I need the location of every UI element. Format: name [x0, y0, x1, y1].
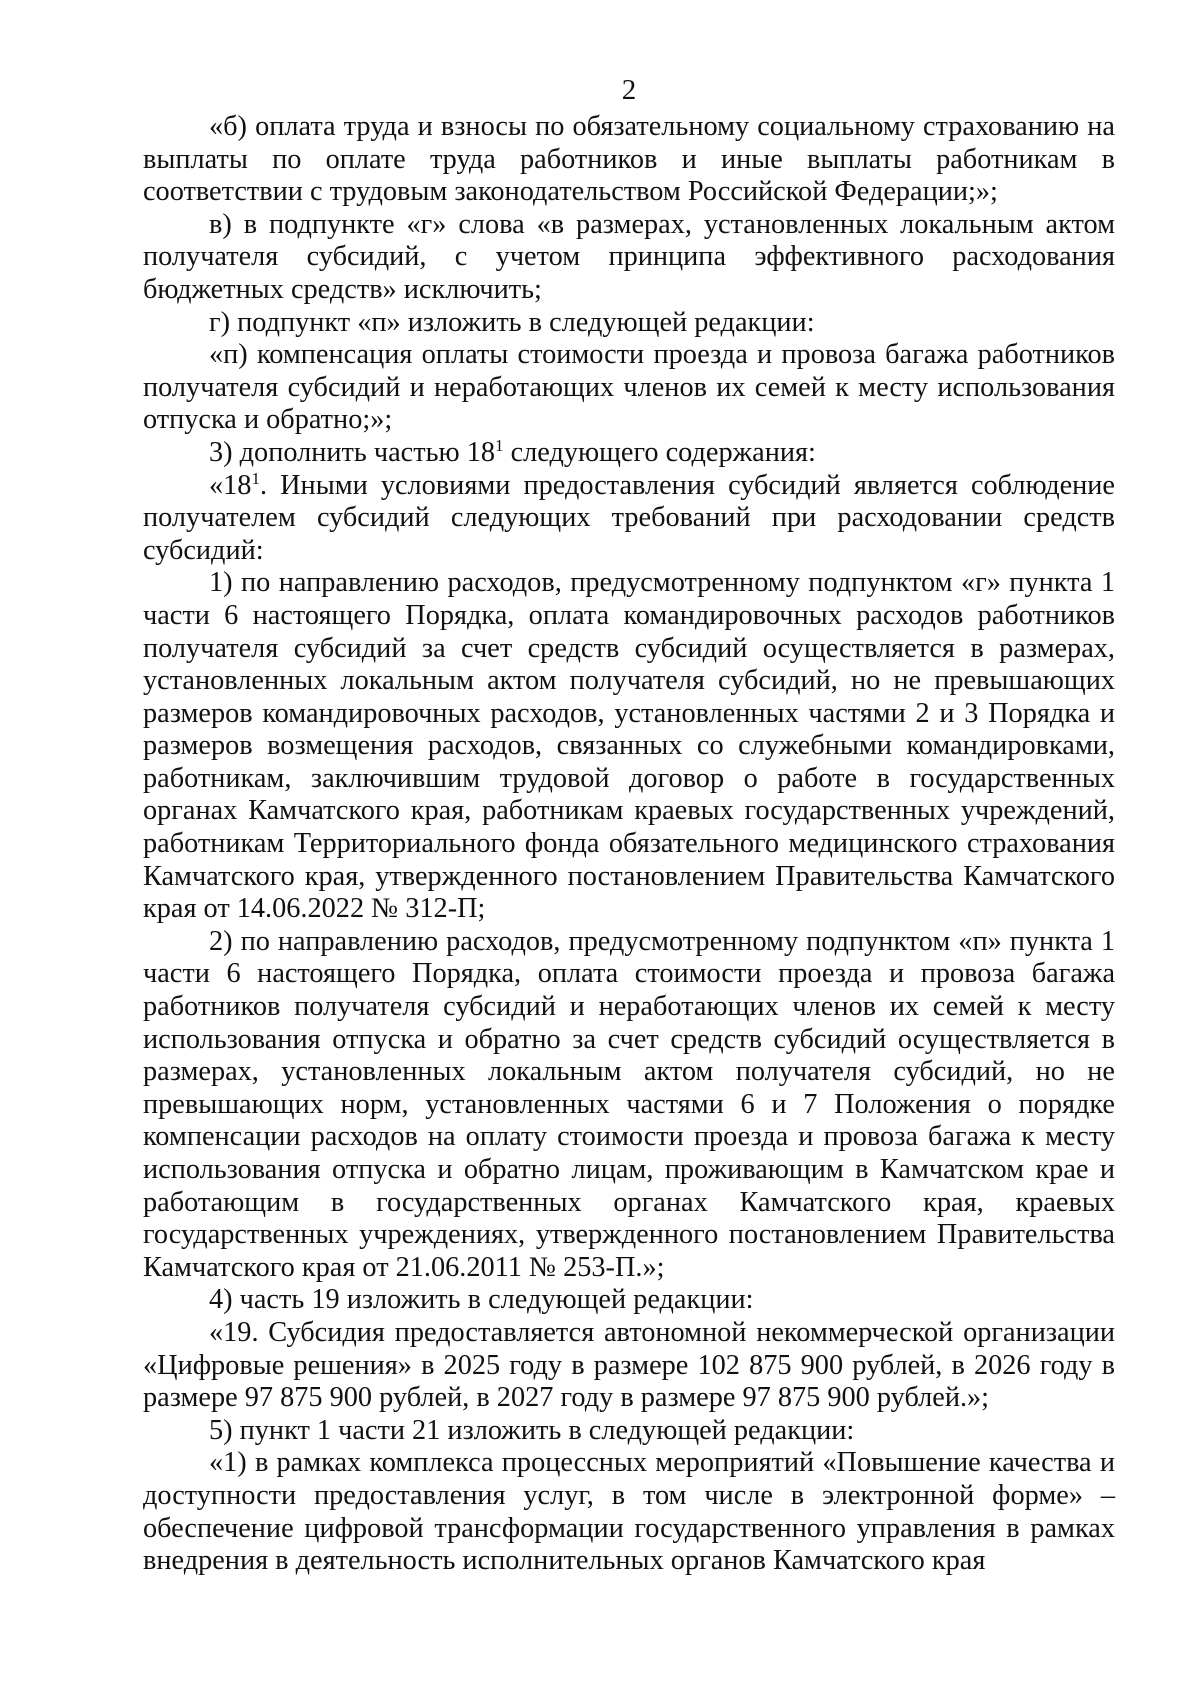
paragraph-4-part-19-heading: 4) часть 19 изложить в следующей редакции:: [209, 1284, 754, 1316]
superscript: 1: [495, 435, 504, 455]
paragraph-1-process-measures: «1) в рамках комплекса процессных мероприятий «Повышение качества и доступности предоставления услуг, в том числе в электронной форме» – обеспечение цифровой трансформации государственного управления в рамках внедрения в деятельность исполнительных органов Камчатского края: [143, 1447, 1115, 1577]
document-page: [143, 74, 1115, 1578]
paragraph-text: «18: [209, 469, 252, 501]
paragraph-text: 3) дополнить частью 18: [209, 436, 495, 468]
paragraph-1-business-trip-expenses: 1) по направлению расходов, предусмотренному подпунктом «г» пункта 1 части 6 настоящего Порядка, оплата командировочных расходов работников получателя субсидий за счет средств субсидий осуществляется в размерах, установленных локальным актом получателя субсидий, но не превышающих размеров командировочных расходов, установленных частями 2 и 3 Порядка и размеров возмещения расходов, связанных со служебными командировками, работникам, заключившим трудовой договор о работе в государственных органах Камчатского края, работникам краевых государственных учреждений, работникам Территориального фонда обязательного медицинского страхования Камчатского края, утвержденного постановлением Правительства Камчатского края от 14.06.2022 № 312-П;: [143, 567, 1115, 925]
superscript: 1: [251, 468, 260, 488]
paragraph-19-subsidy-amounts: «19. Субсидия предоставляется автономной некоммерческой организации «Цифровые решения» в 2025 году в размере 102 875 900 рублей, в 2026 году в размере 97 875 900 рублей, в 2027 году в размере 97 875 900 рублей.»;: [143, 1316, 1115, 1414]
paragraph-5-point-1-part-21-heading: 5) пункт 1 части 21 изложить в следующей редакции:: [209, 1414, 855, 1446]
paragraph-g-subpoint-p-heading: г) подпункт «п» изложить в следующей редакции:: [209, 306, 815, 338]
paragraph-3-add-part-18-1: [143, 437, 1115, 470]
paragraph-p-travel-compensation: «п) компенсация оплаты стоимости проезда и провоза багажа работников получателя субсидий и неработающих членов их семей к месту использования отпуска и обратно;»;: [143, 339, 1115, 436]
paragraph-18-1-conditions: [143, 470, 1115, 568]
paragraph-v-subpoint-g: в) в подпункте «г» слова «в размерах, установленных локальным актом получателя субсидий, с учетом принципа эффективного расходования бюджетных средств» исключить;: [143, 208, 1115, 305]
paragraph-text: . Иными условиями предоставления субсидий является соблюдение получателем субсидий следующих требований при расходовании средств субсидий:: [143, 469, 1115, 566]
paragraph-2-travel-expenses: 2) по направлению расходов, предусмотренному подпунктом «п» пункта 1 части 6 настоящего Порядка, оплата стоимости проезда и провоза багажа работников получателя субсидий и неработающих членов их семей к месту использования отпуска и обратно за счет средств субсидий осуществляется в размерах, установленных локальным актом получателя субсидий, но не превышающих норм, установленных частями 6 и 7 Положения о порядке компенсации расходов на оплату стоимости проезда и провоза багажа к месту использования отпуска и обратно лицам, проживающим в Камчатском крае и работающим в государственных органах Камчатского края, краевых государственных учреждениях, утвержденного постановлением Правительства Камчатского края от 21.06.2011 № 253-П.»;: [143, 925, 1115, 1283]
paragraph-b-labor-payment: «б) оплата труда и взносы по обязательному социальному страхованию на выплаты по оплате труда работников и иные выплаты работникам в соответствии с трудовым законодательством Российской Федерации;»;: [143, 111, 1115, 208]
page-number: 2: [621, 74, 637, 106]
paragraph-text: следующего содержания:: [503, 436, 816, 468]
